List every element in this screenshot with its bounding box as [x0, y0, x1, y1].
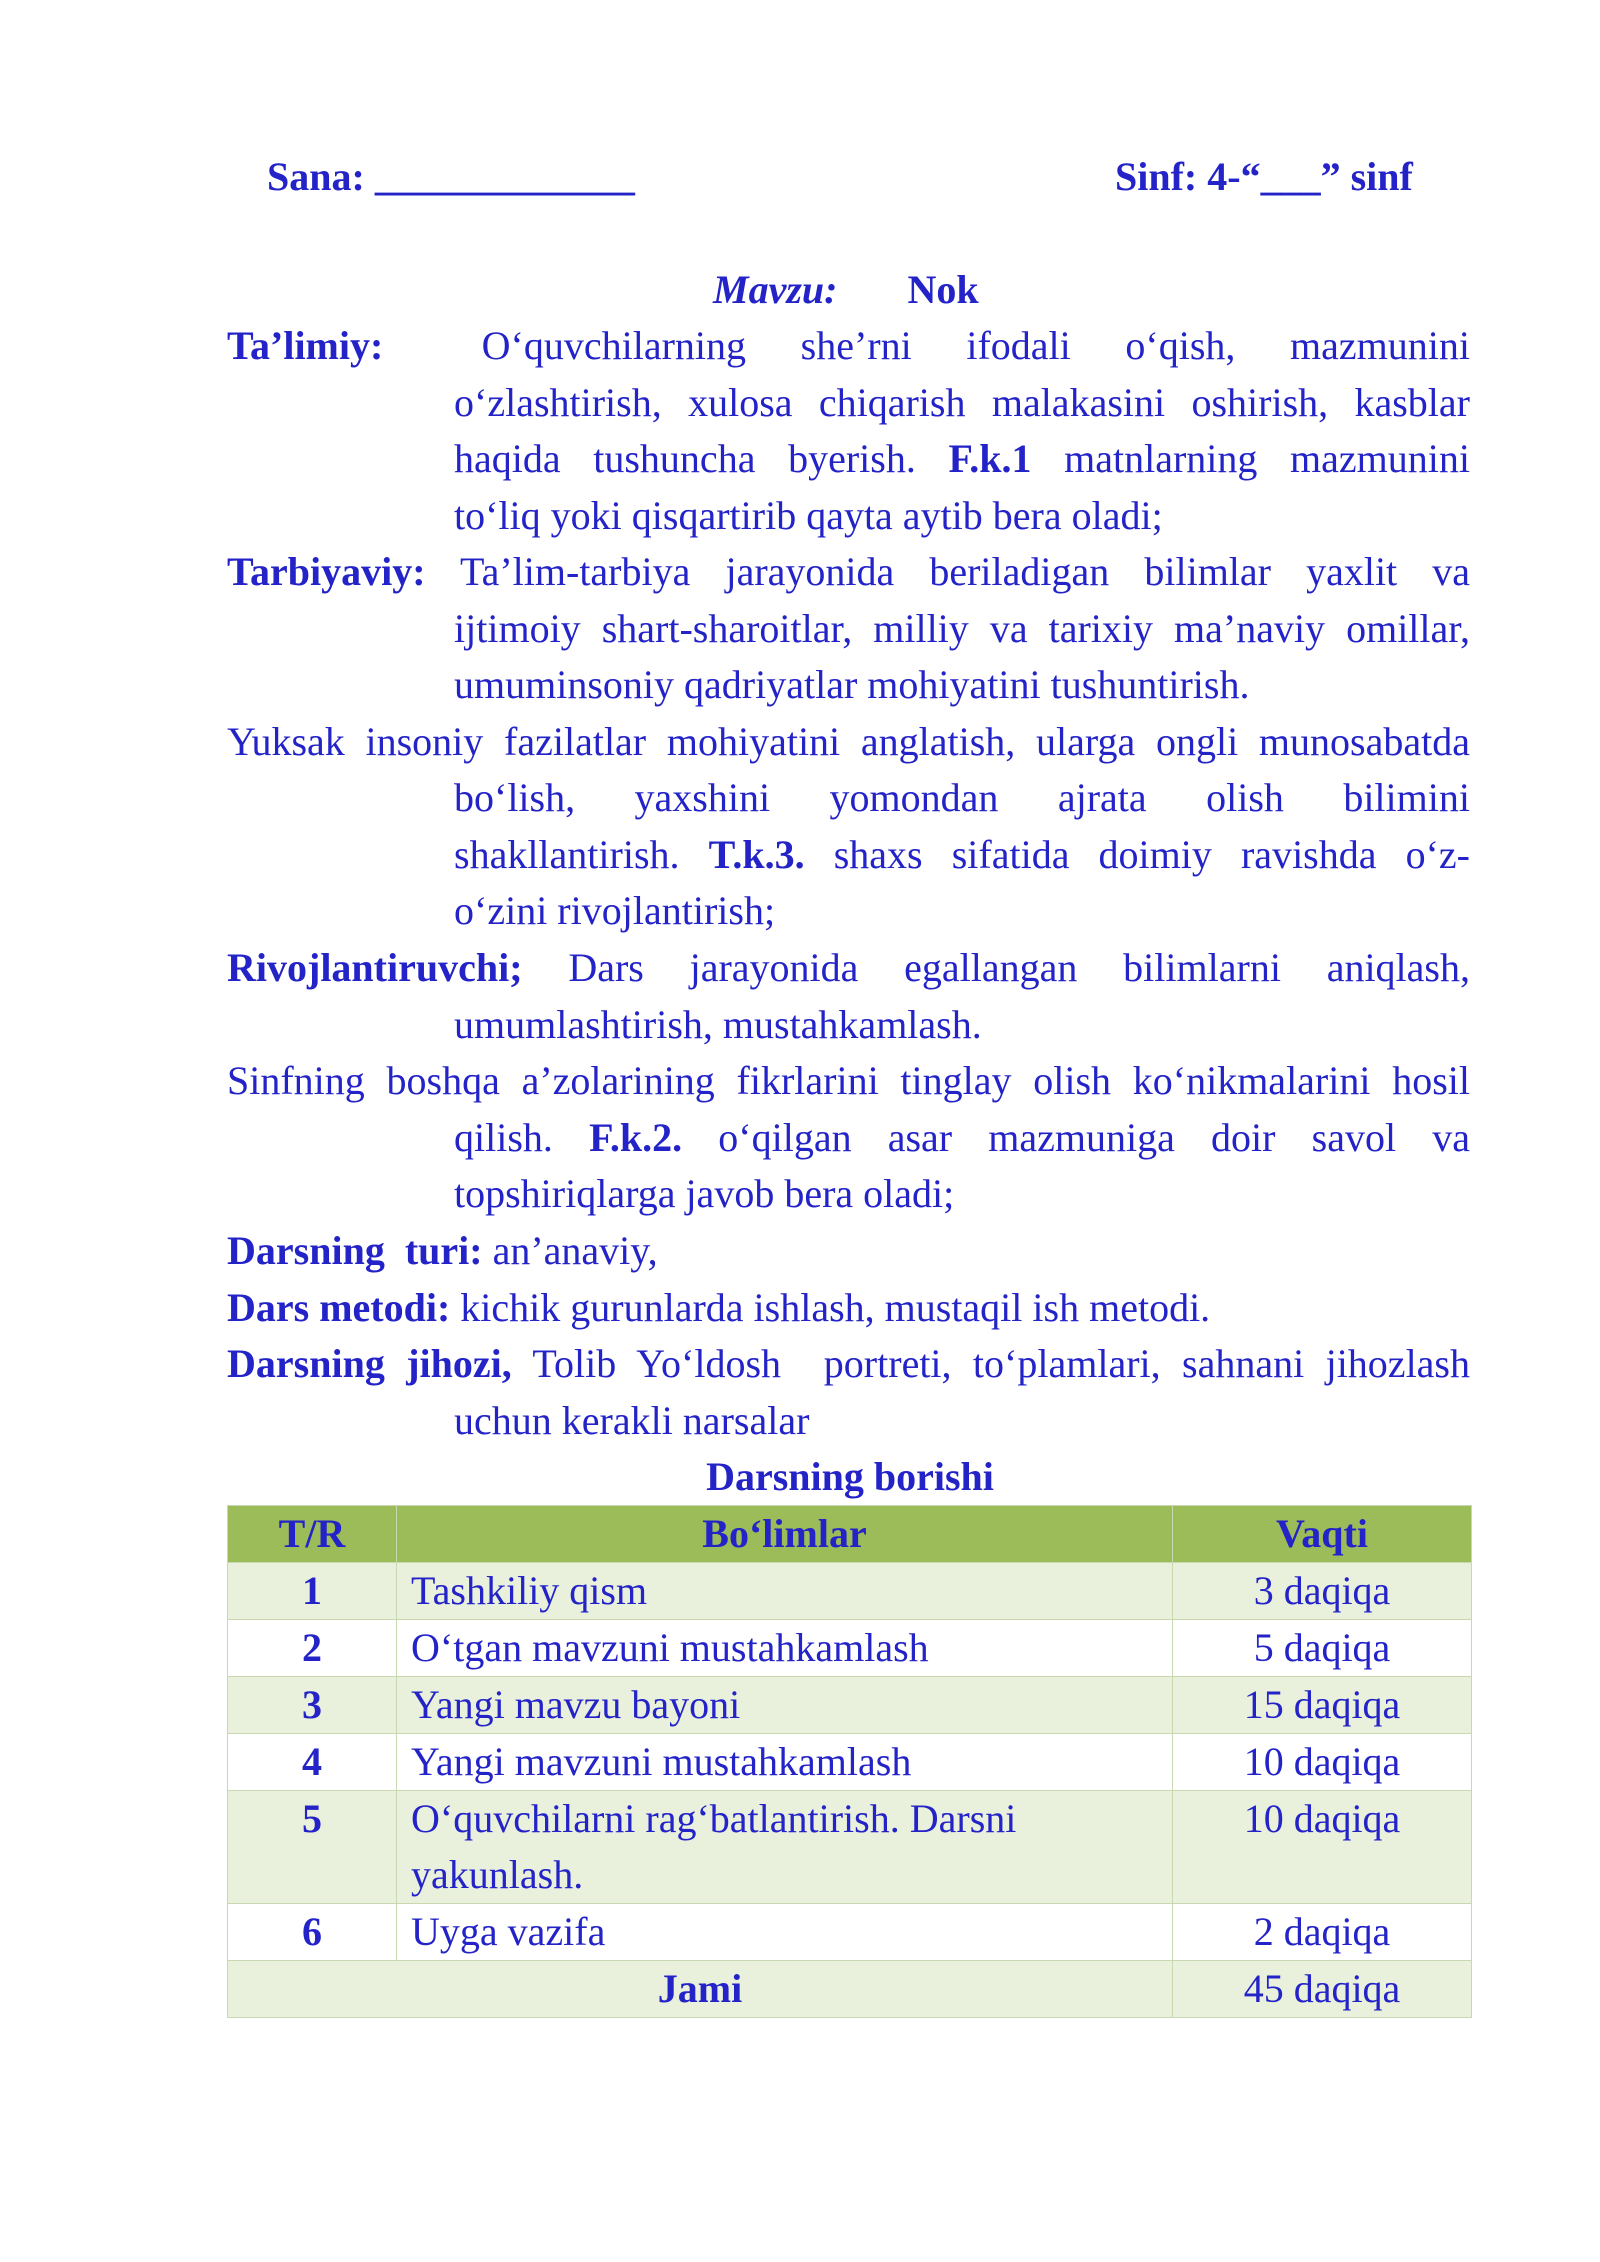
table-header-row: [228, 1506, 1472, 1563]
lesson-equipment-label: Darsning jihozi,: [227, 1341, 512, 1386]
table-row: 1 Tashkiliy qism 3 daqiqa: [228, 1563, 1472, 1620]
rivojlantiruvchi-section: [227, 940, 1470, 1223]
rivojlantiruvchi-line-2: umumlashtirish, mustahkamlash.: [454, 1001, 982, 1047]
total-time: 45 daqiqa: [1173, 1961, 1472, 2018]
talimiy-label: Ta’limiy:: [227, 323, 384, 368]
tarbiyaviy-line-2: ijtimoiy shart-sharoitlar, milliy va tarixiy ma’naviy omillar,: [454, 605, 1470, 651]
tarbiyaviy-label: Tarbiyaviy:: [227, 549, 426, 594]
total-label: Jami: [228, 1961, 1173, 2018]
topic-label: Mavzu:: [713, 267, 838, 312]
tarbiyaviy-line-4: Yuksak insoniy fazilatlar mohiyatini anglatish, ularga ongli munosabatda: [227, 718, 1470, 764]
lesson-type: [227, 1223, 1470, 1280]
plan-title: Darsning borishi: [706, 1454, 994, 1499]
competency-tk3: T.k.3.: [708, 831, 805, 877]
rivojlantiruvchi-line-3: Sinfning boshqa a’zolarining fikrlarini tinglay olish ko‘nikmalarini hosil: [227, 1058, 1470, 1103]
table-total-row: [228, 1961, 1472, 2018]
lesson-type-value: an’anaviy,: [492, 1228, 658, 1273]
competency-fk2: F.k.2.: [589, 1114, 683, 1160]
lesson-equipment-line-2: uchun kerakli narsalar: [454, 1397, 810, 1443]
talimiy-line-3: haqida tushuncha byerish. F.k.1 matnlarning mazmunini: [454, 436, 1471, 481]
topic-value: Nok: [907, 267, 979, 312]
lesson-equipment-line-1: Tolib Yo‘ldosh portreti, to‘plamlari, sahnani jihozlash: [532, 1341, 1470, 1386]
lesson-plan-table: [227, 1505, 1472, 2018]
tarbiyaviy-section: [227, 544, 1470, 940]
sana-label: Sana:: [267, 154, 365, 199]
header-time: Vaqti: [1173, 1506, 1472, 1563]
talimiy-line-1: O‘quvchilarning she’rni ifodali o‘qish, mazmunini: [481, 323, 1471, 368]
talimiy-line-2: o‘zlashtirish, xulosa chiqarish malakasini oshirish, kasblar: [454, 379, 1470, 425]
header-tr: T/R: [228, 1506, 397, 1563]
tarbiyaviy-line-1: Ta’lim-tarbiya jarayonida beriladigan bilimlar yaxlit va: [459, 549, 1471, 594]
talimiy-line-4: to‘liq yoki qisqartirib qayta aytib bera oladi;: [454, 492, 1163, 538]
table-row: 4 Yangi mavzuni mustahkamlash 10 daqiqa: [228, 1734, 1472, 1791]
sana-line: [267, 149, 635, 205]
lesson-type-label: Darsning turi:: [227, 1228, 483, 1273]
rivojlantiruvchi-line-4: qilish. F.k.2. o‘qilgan asar mazmuniga doir savol va: [454, 1114, 1471, 1160]
table-row: 6 Uyga vazifa 2 daqiqa: [228, 1904, 1472, 1961]
tarbiyaviy-line-7: o‘zini rivojlantirish;: [454, 888, 776, 933]
lesson-method-label: Dars metodi:: [227, 1284, 451, 1330]
tarbiyaviy-line-3: umuminsoniy qadriyatlar mohiyatini tushuntirish.: [454, 662, 1250, 707]
lesson-info: [227, 1223, 1470, 1449]
lesson-method: [227, 1280, 1470, 1337]
header-sections: Bo‘limlar: [397, 1506, 1173, 1563]
table-row: 3 Yangi mavzu bayoni 15 daqiqa: [228, 1677, 1472, 1734]
talimiy-section: [227, 318, 1470, 544]
rivojlantiruvchi-line-5: topshiriqlarga javob bera oladi;: [454, 1171, 955, 1216]
rivojlantiruvchi-label: Rivojlantiruvchi;: [227, 945, 523, 990]
rivojlantiruvchi-line-1: Dars jarayonida egallangan bilimlarni aniqlash,: [568, 945, 1470, 990]
topic-line: [713, 262, 979, 318]
table-row: 2 O‘tgan mavzuni mustahkamlash 5 daqiqa: [228, 1620, 1472, 1677]
table-row: 5 O‘quvchilarni rag‘batlantirish. Darsni yakunlash. 10 daqiqa: [228, 1791, 1472, 1904]
lesson-method-value: kichik gurunlarda ishlash, mustaqil ish metodi.: [460, 1284, 1211, 1330]
tarbiyaviy-line-5: bo‘lish, yaxshini yomondan ajrata olish bilimini: [454, 775, 1470, 820]
sana-blank: _____________: [374, 154, 635, 199]
lesson-equipment: [227, 1336, 1470, 1393]
tarbiyaviy-line-6: shakllantirish. T.k.3. shaxs sifatida doimiy ravishda o‘z-: [454, 831, 1470, 877]
sinf-line: Sinf: 4-“___” sinf: [1115, 154, 1413, 199]
competency-fk1: F.k.1: [948, 436, 1032, 481]
